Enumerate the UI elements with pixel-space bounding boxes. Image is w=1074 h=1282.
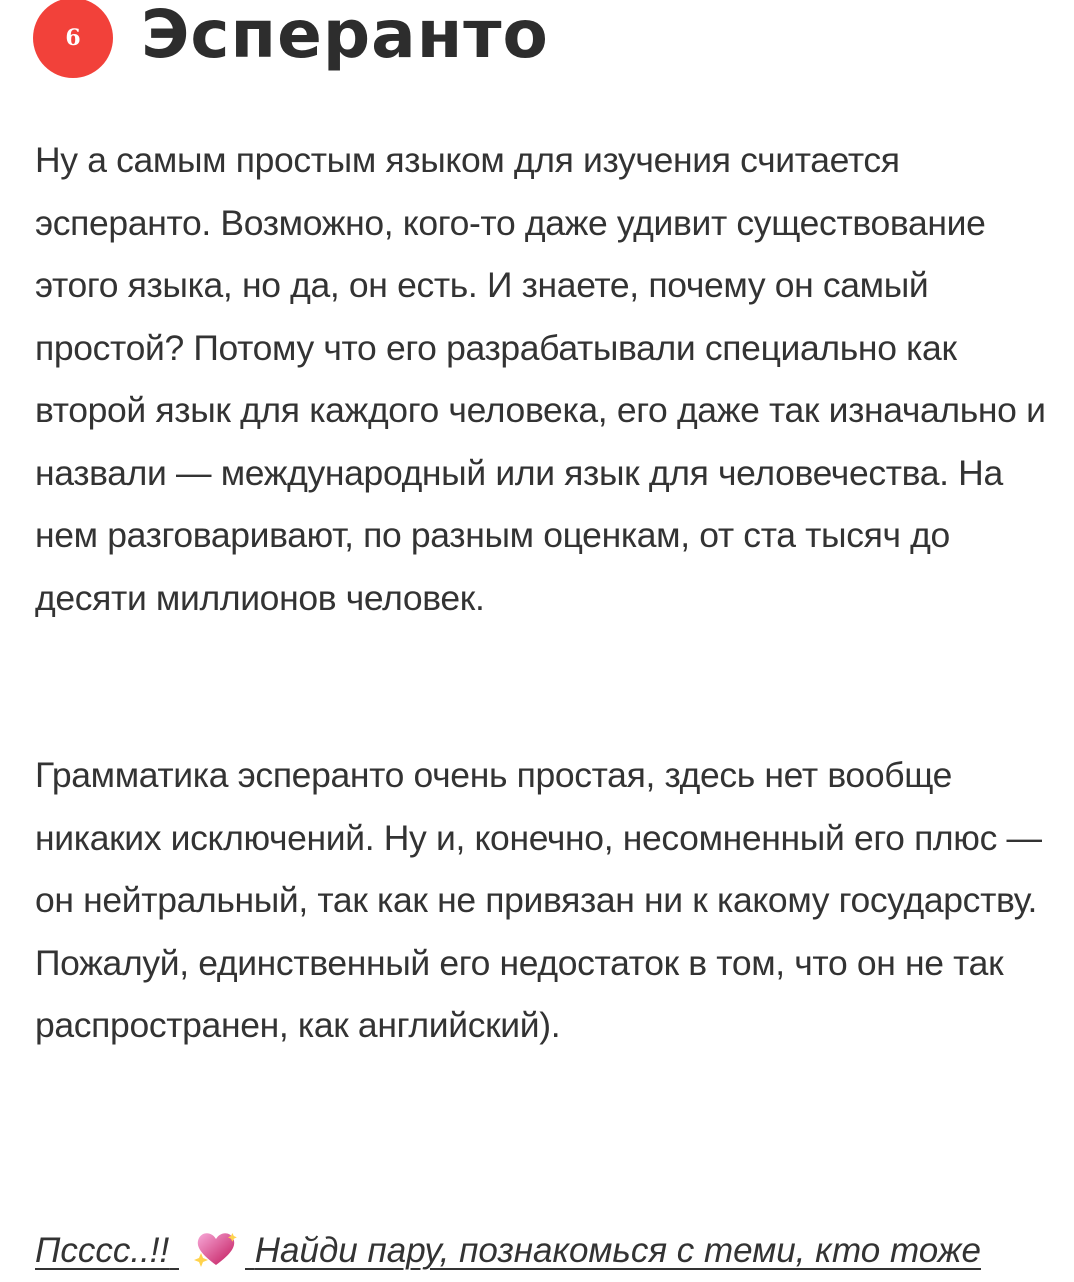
promo-lead-text: Псссс..!! xyxy=(35,1231,170,1270)
section-number-badge: 6 xyxy=(33,0,113,78)
promo-link[interactable] xyxy=(35,1220,1074,1282)
promo-text: Найди пару, познакомься с теми, кто тоже xyxy=(254,1231,981,1270)
paragraph-intro: Ну а самым простым языком для изучения считается эсперанто. Возможно, кого-то даже удивит существование этого языка, но да, он есть. И знаете, почему он самый простой? Потому что его разрабатывали специально как второй язык для каждого человека, его даже так изначально и назвали — международный или язык для человечества. На нем разговаривают, по разным оценкам, от ста тысяч до десяти миллионов человек. xyxy=(35,140,1046,618)
section-heading xyxy=(33,0,549,80)
section-title: Эсперанто xyxy=(141,0,549,73)
sparkling-heart-icon xyxy=(193,1228,239,1268)
paragraph-grammar: Грамматика эсперанто очень простая, здесь нет вообще никаких исключений. Ну и, конечно, несомненный его плюс — он нейтральный, так как не привязан ни к какому государству. Пожалуй, единственный его недостаток в том, что он не так распространен, как английский). xyxy=(35,755,1042,1045)
